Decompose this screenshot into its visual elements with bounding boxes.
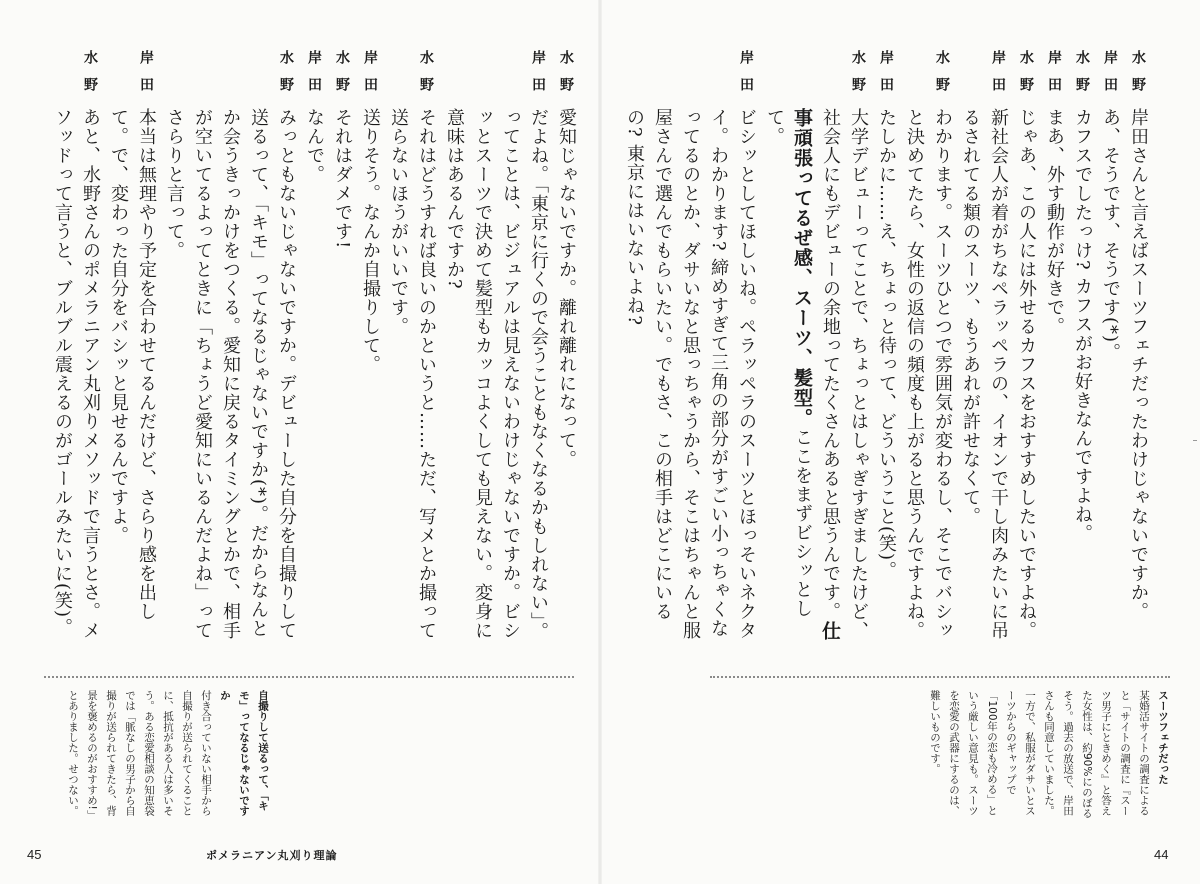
footnote-heading: スーツフェチだった [1157, 690, 1169, 785]
note-divider [44, 676, 574, 678]
dialogue-line [384, 50, 440, 650]
speech-text: 岸田さんと言えばスーツフェチだったわけじゃないですか。 [1128, 108, 1149, 621]
note-divider [710, 676, 1170, 678]
speech-text: ビシッとしてほしいね。ペラッペラのスーツとほっそいネクタイ。わかります? 締めすぎて三角の部分がすごい小っちゃくなってるのとか、ダサいなと思っちゃうから、そこはちゃんと服屋さんで選んでもらいたい。でもさ、この相手はどこにいるの? 東京にはいないよね? [624, 108, 757, 640]
dialogue-column-right [612, 50, 1152, 650]
page-number: 45 [27, 847, 42, 862]
dialogue-line [1124, 50, 1152, 650]
dialogue-line [956, 50, 1012, 650]
footnote-body: 某婚活サイトの調査によると「サイトの調査に『スーツ男子にときめく』と答えた女性は、約90%にのぼるそう。過去の放送で、岸田さんも同意していました。一方で、私服がダサいとスーツからのギャップで「100年の恋も冷める」という厳しい意見も。スーツを恋愛の武器にするのは、難しいものです。 [929, 690, 1150, 819]
speech-text: 新社会人が着がちなペラッペラの、イオンで干し肉みたいに吊るされてる類のスーツ、もうあれが許せなくて。 [960, 108, 1009, 640]
speaker-label: 岸田 [878, 50, 894, 104]
speech-text: 愛知じゃないですか。離れ離れになって。 [556, 108, 577, 469]
speech-text: 本当は無理やり予定を合わせてるんだけど、さらり感を出して。で、変わった自分をバシッと見せるんですよ。 [108, 108, 157, 621]
speech-text: わかります。スーツひとつで雰囲気が変わるし、そこでバシッと決めてたら、女性の返信の頻度も上がると思うんですよね。 [904, 108, 953, 640]
speaker-label: 水野 [1018, 50, 1034, 104]
speaker-label: 岸田 [530, 50, 546, 104]
speech-text: なんで。 [304, 108, 325, 184]
speech-lead: 大学デビューってことで、ちょっとはしゃぎすぎましたけど、社会人にもデビューの余地ってたくさんあると思うんです。 [820, 108, 869, 640]
speech-text: じゃあ、この人には外せるカフスをおすすめしたいですよね。 [1016, 108, 1037, 640]
dialogue-line [104, 50, 160, 650]
dialogue-line [328, 50, 356, 650]
dialogue-line [1012, 50, 1040, 650]
speech-text: たしかに……え、ちょっと待って、どういうこと(笑)。 [876, 108, 897, 581]
footnote-suit-fetish [900, 690, 1172, 820]
dialogue-column [40, 50, 580, 650]
dialogue-line [1068, 50, 1096, 650]
speaker-label: 岸田 [138, 50, 154, 104]
dialogue-line [48, 50, 104, 650]
dialogue-line [440, 50, 552, 650]
dialogue-line [552, 50, 580, 650]
speech-text: それはどうすれば良いのかというと……ただ、写メとか撮って送らないほうがいいです。 [388, 108, 437, 640]
dialogue-line [900, 50, 956, 650]
speaker-label: 水野 [1130, 50, 1146, 104]
speech-text: あ、そうです、そうです(*)。 [1100, 108, 1121, 363]
speaker-label: 岸田 [362, 50, 378, 104]
speaker-label: 水野 [418, 50, 434, 104]
speech-text: まあ、外す動作が好きで。 [1044, 108, 1065, 336]
speaker-label: 水野 [1074, 50, 1090, 104]
footnote-heading: 自撮りして送るって、「キモ」ってなるじゃないですか [219, 690, 269, 816]
speech-emphasis: 仕事頑張ってるぜ感、スーツ、髪型。 [791, 108, 841, 641]
speaker-label: 岸田 [306, 50, 322, 104]
footnote-body: 付き合っていない相手から自撮りが送られてくることに、抵抗がある人は多いそう。ある恋愛相談の知恵袋では「脈なしの男子から自撮りが送られてきたら、背景を褒めるのがおすすめ!」とありました。せつない。 [67, 690, 212, 816]
speech-text: カフスでしたっけ? カフスがお好きなんですよね。 [1072, 108, 1093, 544]
dialogue-line [872, 50, 900, 650]
speech-text [760, 108, 872, 650]
speaker-label: 水野 [334, 50, 350, 104]
speech-tail: ここをまずビシッとして。 [764, 108, 813, 618]
footnote-jidori [40, 690, 272, 820]
speaker-label: 水野 [558, 50, 574, 104]
speech-text: だよね。「東京に行くので会うこともなくなるかもしれない」。ってことは、ビジュアルは見えないわけじゃないですか。ビシッとスーツで決めて髪型もカッコよくしても見えない。変身に意味はあるんですか? [444, 108, 549, 641]
page-mark [1193, 440, 1197, 441]
speaker-label: 岸田 [990, 50, 1006, 104]
dialogue-line [620, 50, 760, 650]
speech-text: それはダメです! [332, 108, 353, 250]
dialogue-line [160, 50, 300, 650]
speech-text: 送りそう。なんか自撮りして。 [360, 108, 381, 374]
speaker-label: 岸田 [1102, 50, 1118, 104]
dialogue-line [300, 50, 328, 650]
speaker-label: 水野 [934, 50, 950, 104]
speaker-label: 水野 [82, 50, 98, 104]
dialogue-line [760, 50, 872, 650]
speaker-label: 水野 [850, 50, 866, 104]
dialogue-line [356, 50, 384, 650]
speaker-label: 岸田 [738, 50, 754, 104]
speaker-label: 水野 [278, 50, 294, 104]
speech-text: みっともないじゃないですか。デビューした自分を自撮りして送るって、「キモ」ってなるじゃないですか(*)。だからなんとか会うきっかけをつくる。愛知に戻るタイミングとかで、相手が空いてるよってときに「ちょうど愛知にいるんだよね」ってさらりと言って。 [164, 108, 297, 640]
dialogue-line [1096, 50, 1124, 650]
speaker-label: 岸田 [1046, 50, 1062, 104]
speech-text: あと、水野さんのポメラニアン丸刈りメソッドで言うとさ。メソッドって言うと、ブルブル震えるのがゴールみたいに(笑)。 [52, 108, 101, 640]
dialogue-line [1040, 50, 1068, 650]
running-head: ポメラニアン丸刈り理論 [206, 849, 338, 862]
page-number: 44 [1154, 847, 1169, 862]
